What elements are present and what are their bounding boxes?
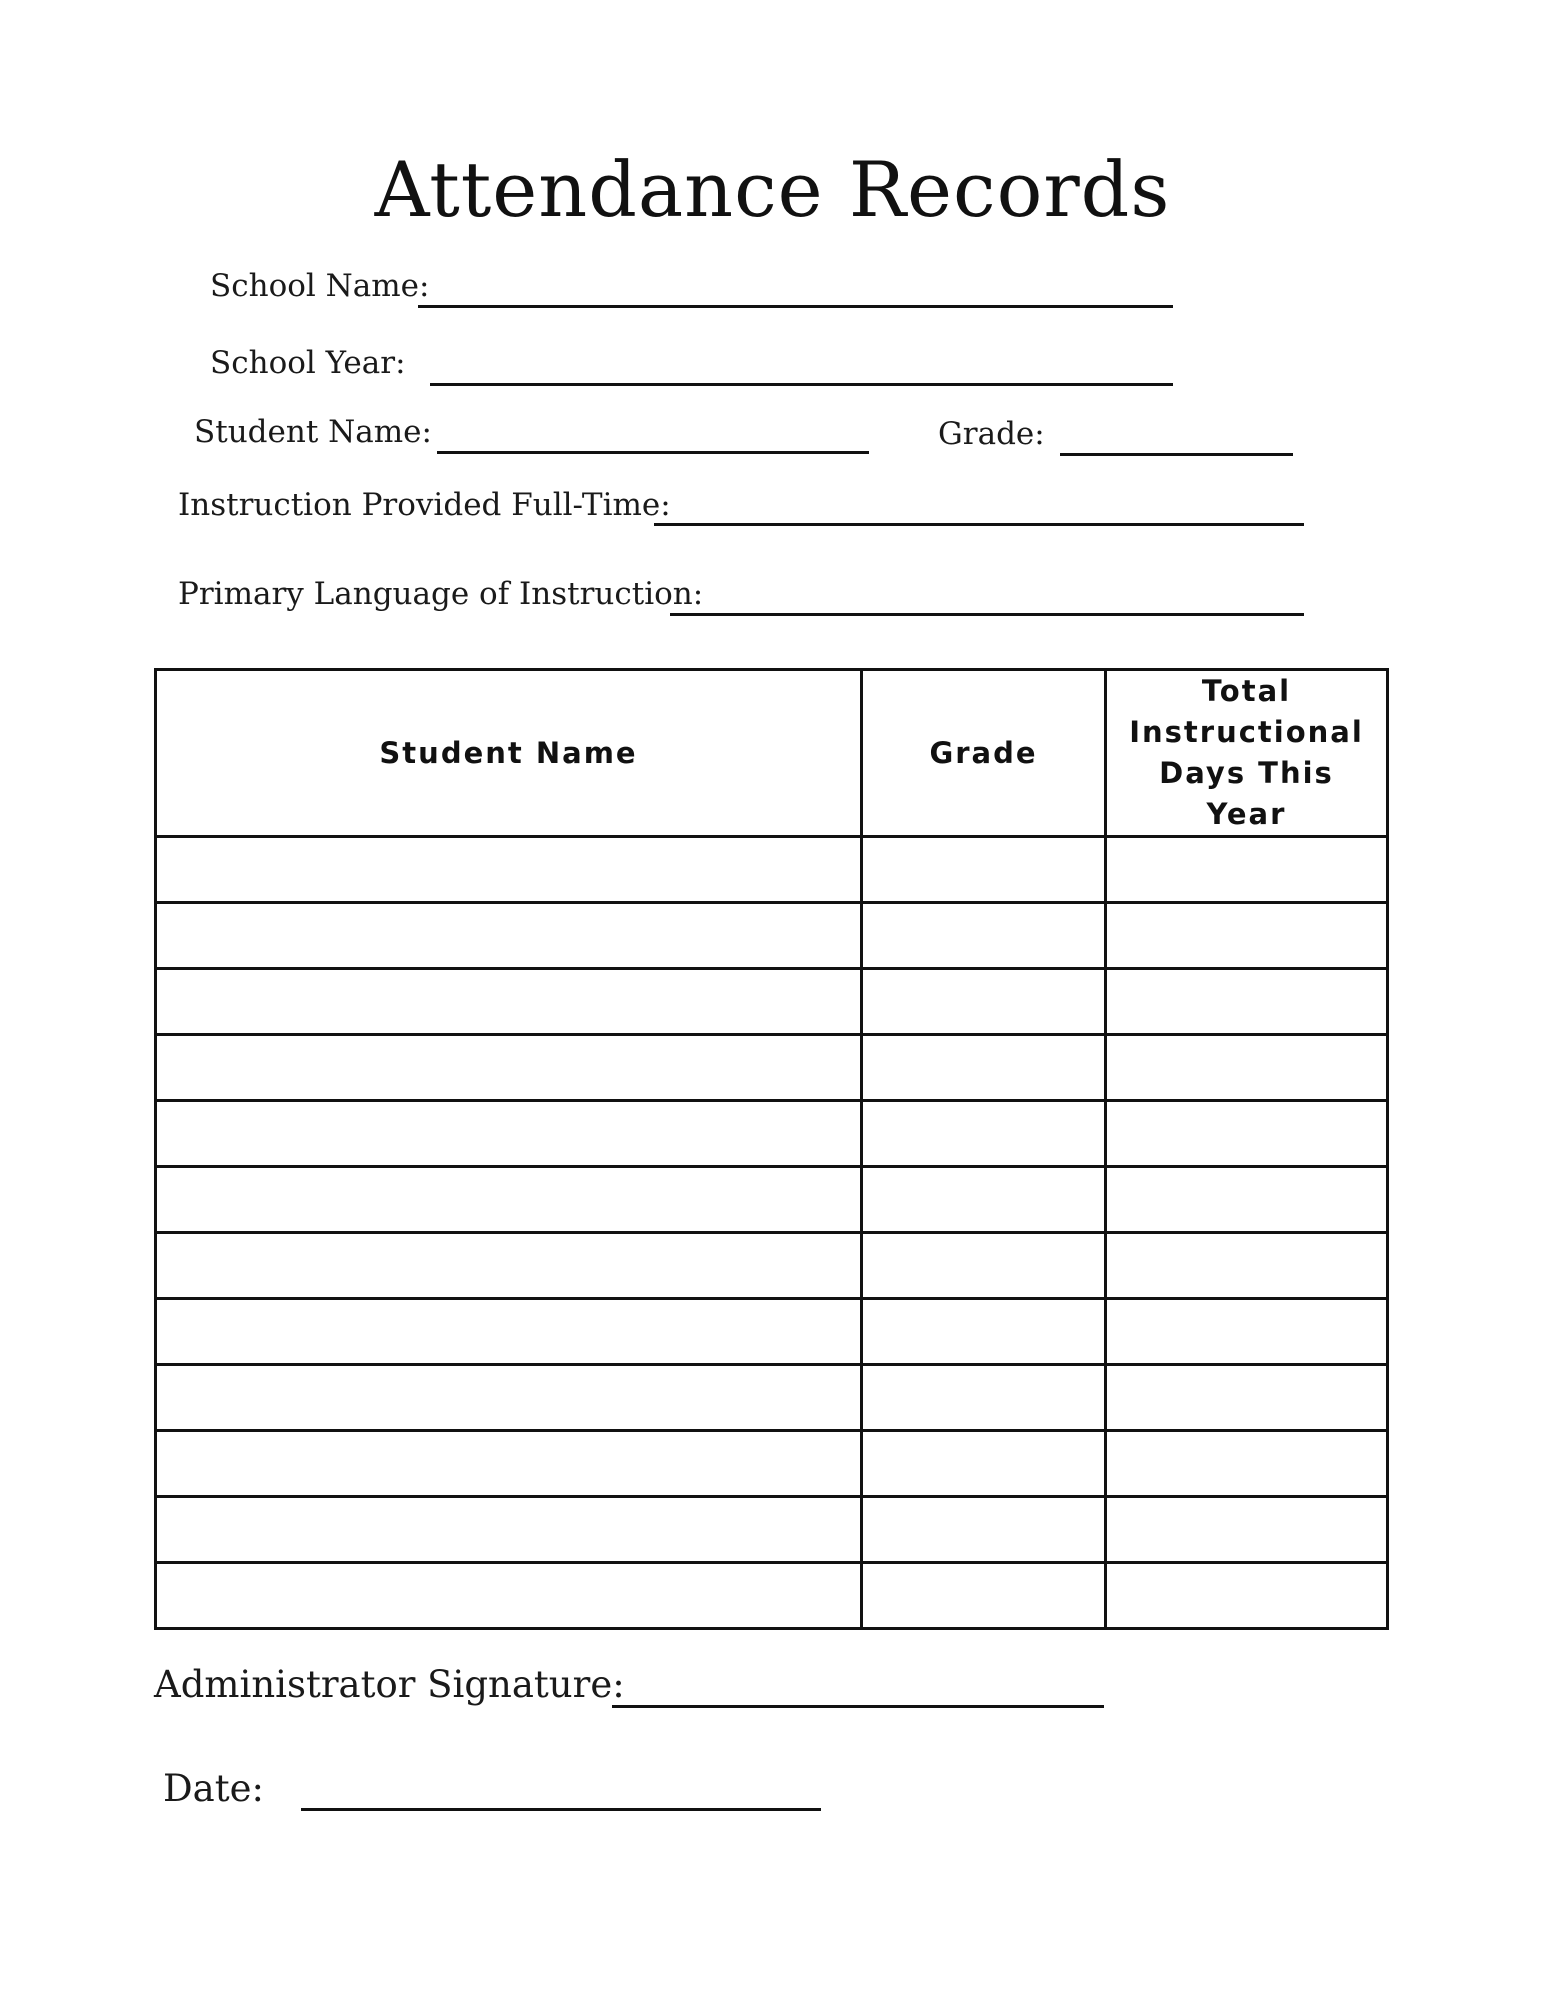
student-name-cell[interactable] <box>156 903 862 969</box>
grade-cell[interactable] <box>862 1299 1106 1365</box>
table-row <box>156 1101 1388 1167</box>
grade-field[interactable] <box>1060 453 1293 456</box>
student-name-cell[interactable] <box>156 1035 862 1101</box>
primary-language-label: Primary Language of Instruction: <box>178 576 704 612</box>
total-days-cell[interactable] <box>1106 1167 1388 1233</box>
grade-cell[interactable] <box>862 1101 1106 1167</box>
student-name-cell[interactable] <box>156 1101 862 1167</box>
student-name-cell[interactable] <box>156 1431 862 1497</box>
admin-signature-field[interactable] <box>612 1705 1104 1708</box>
grade-cell[interactable] <box>862 1233 1106 1299</box>
grade-cell[interactable] <box>862 1365 1106 1431</box>
student-name-cell[interactable] <box>156 1167 862 1233</box>
total-days-cell[interactable] <box>1106 903 1388 969</box>
student-name-label: Student Name: <box>194 414 432 450</box>
column-header-student-name: Student Name <box>156 670 862 837</box>
column-header-total-days <box>1106 670 1388 837</box>
grade-cell[interactable] <box>862 837 1106 903</box>
student-name-cell[interactable] <box>156 1497 862 1563</box>
total-days-cell[interactable] <box>1106 1563 1388 1629</box>
total-days-cell[interactable] <box>1106 1299 1388 1365</box>
grade-cell[interactable] <box>862 1035 1106 1101</box>
student-name-cell[interactable] <box>156 1299 862 1365</box>
column-header-total-days-text: Total Instructional Days This Year <box>1129 674 1364 831</box>
column-header-grade: Grade <box>862 670 1106 837</box>
page-title: Attendance Records <box>374 145 1171 234</box>
student-name-cell[interactable] <box>156 1563 862 1629</box>
student-name-cell[interactable] <box>156 837 862 903</box>
school-year-field[interactable] <box>430 383 1173 386</box>
student-name-cell[interactable] <box>156 1233 862 1299</box>
total-days-cell[interactable] <box>1106 1035 1388 1101</box>
grade-cell[interactable] <box>862 1431 1106 1497</box>
primary-language-field[interactable] <box>670 613 1304 616</box>
date-field[interactable] <box>301 1808 821 1811</box>
date-label: Date: <box>163 1767 264 1810</box>
school-name-label: School Name: <box>210 268 430 304</box>
student-name-field[interactable] <box>437 451 869 454</box>
table-header-row <box>156 670 1388 837</box>
table-row <box>156 903 1388 969</box>
table-row <box>156 1233 1388 1299</box>
table-row <box>156 837 1388 903</box>
admin-signature-label: Administrator Signature: <box>154 1663 625 1706</box>
table-row <box>156 969 1388 1035</box>
table-row <box>156 1431 1388 1497</box>
instruction-full-time-label: Instruction Provided Full-Time: <box>178 487 671 523</box>
school-name-field[interactable] <box>418 305 1173 308</box>
grade-cell[interactable] <box>862 969 1106 1035</box>
table-row <box>156 1299 1388 1365</box>
table-body <box>156 837 1388 1629</box>
instruction-full-time-field[interactable] <box>654 523 1304 526</box>
grade-cell[interactable] <box>862 903 1106 969</box>
total-days-cell[interactable] <box>1106 1233 1388 1299</box>
table-row <box>156 1563 1388 1629</box>
table-row <box>156 1167 1388 1233</box>
grade-cell[interactable] <box>862 1563 1106 1629</box>
total-days-cell[interactable] <box>1106 1431 1388 1497</box>
grade-label: Grade: <box>938 416 1045 452</box>
total-days-cell[interactable] <box>1106 1365 1388 1431</box>
total-days-cell[interactable] <box>1106 1497 1388 1563</box>
table-row <box>156 1497 1388 1563</box>
table-row <box>156 1365 1388 1431</box>
student-name-cell[interactable] <box>156 1365 862 1431</box>
school-year-label: School Year: <box>210 345 406 381</box>
student-name-cell[interactable] <box>156 969 862 1035</box>
total-days-cell[interactable] <box>1106 969 1388 1035</box>
attendance-table <box>154 668 1389 1630</box>
total-days-cell[interactable] <box>1106 837 1388 903</box>
grade-cell[interactable] <box>862 1497 1106 1563</box>
total-days-cell[interactable] <box>1106 1101 1388 1167</box>
grade-cell[interactable] <box>862 1167 1106 1233</box>
table-row <box>156 1035 1388 1101</box>
